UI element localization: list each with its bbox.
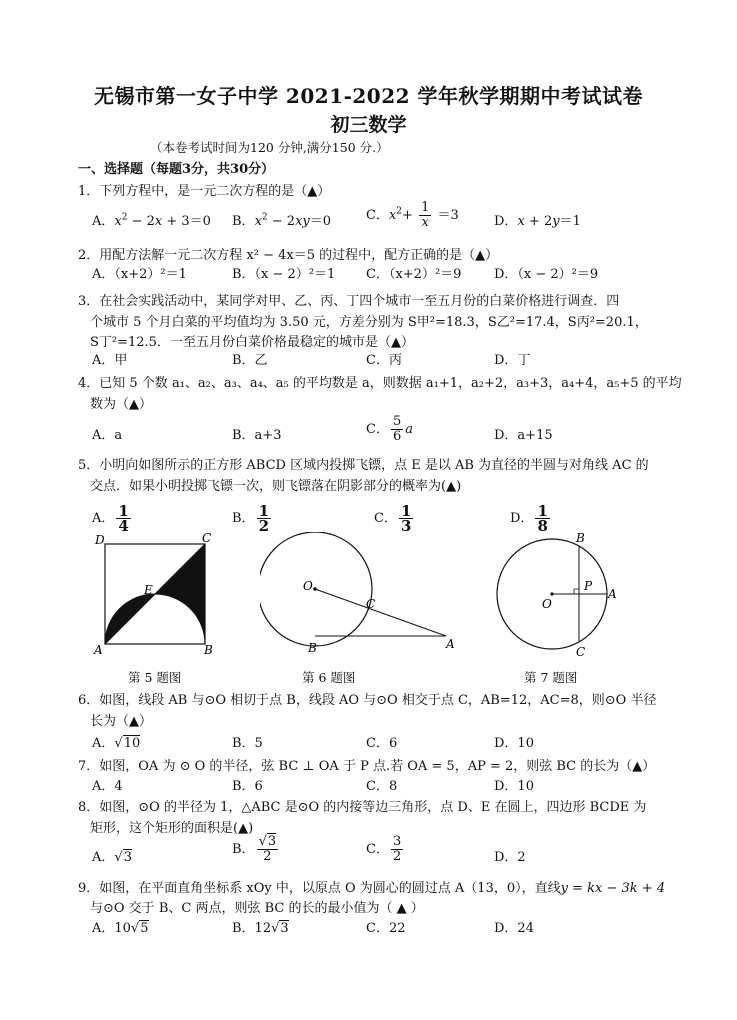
q4-line2: 数为（▲） xyxy=(90,397,152,412)
q4-option-b: B．a+3 xyxy=(232,428,282,443)
fig6-center-dot xyxy=(313,587,317,591)
q1-option-a: A．$x^2 - 2x + 3=0$ xyxy=(92,212,211,229)
q6-line1: 6．如图，线段 AB 与⊙O 相切于点 B，线段 AO 与⊙O 相交于点 C，AB=12，AC=8，则⊙O 半径 xyxy=(78,693,657,708)
fig5-label-b: B xyxy=(204,643,213,657)
q9-line2: 与⊙O 交于 B、C 两点，则弦 BC 的长的最小值为（ ▲ ） xyxy=(90,901,424,916)
figure-5 xyxy=(90,532,220,660)
figure-7-caption: 第 7 题图 xyxy=(524,670,578,685)
figure-5-caption: 第 5 题图 xyxy=(128,670,182,685)
q5-line2: 交点．如果小明投掷飞镖一次，则飞镖落在阴影部分的概率为(▲) xyxy=(90,479,462,494)
q3-option-b: B．乙 xyxy=(232,353,268,368)
fig7-label-p: P xyxy=(584,579,593,593)
fig5-label-a: A xyxy=(94,643,103,657)
q3-line2: 个城市 5 个月白菜的平均值均为 3.50 元，方差分别为 S甲²=18.3，S乙²=17.4，S丙²=20.1， xyxy=(90,315,648,330)
q9-option-a: A．10√5 xyxy=(92,921,149,936)
section-heading: 一、选择题（每题3分，共30分） xyxy=(78,162,275,177)
q1-stem: 1．下列方程中，是一元二次方程的是（▲） xyxy=(78,184,331,199)
q6-option-d: D．10 xyxy=(494,736,534,751)
fig7-right-angle xyxy=(574,589,579,594)
q8-option-d: D．2 xyxy=(494,850,526,865)
q4-line1: 4．已知 5 个数 a₁、a₂、a₃、a₄、a₅ 的平均数是 a，则数据 a₁+1，a₂+2，a₃+3，a₄+4，a₅+5 的平均 xyxy=(78,376,682,391)
figure-6 xyxy=(260,532,460,660)
q3-line1: 3．在社会实践活动中，某同学对甲、乙、丙、丁四个城市一至五月份的白菜价格进行调查．四 xyxy=(78,294,620,309)
figure-6-caption: 第 6 题图 xyxy=(302,670,356,685)
q1-option-b: B．$x^2 - 2xy=0$ xyxy=(232,212,332,229)
q5-option-a: A． $\frac{1}{4}$ xyxy=(92,502,129,535)
q6-option-b: B．5 xyxy=(232,736,263,751)
q6-line2: 长为（▲） xyxy=(90,714,152,729)
exam-note: （本卷考试时间为120 分钟,满分150 分.） xyxy=(150,140,389,155)
q9-line-equation: y = kx − 3k + 4 xyxy=(560,881,666,896)
q4-option-d: D．a+15 xyxy=(494,428,553,443)
q5-line1: 5．小明向如图所示的正方形 ABCD 区域内投掷飞镖，点 E 是以 AB 为直径的半圆与对角线 AC 的 xyxy=(78,458,649,473)
fig6-label-c: C xyxy=(366,597,376,611)
q2-option-a: A．（x+2）²＝1 xyxy=(92,267,187,282)
q3-option-c: C．丙 xyxy=(366,353,402,368)
fig6-segment-ao xyxy=(315,589,446,636)
fig6-label-o: O xyxy=(303,579,313,593)
q8-option-b: B． $\frac{√3}{2}$ xyxy=(232,834,277,864)
q7-option-c: C．8 xyxy=(366,779,398,794)
q6-option-c: C．6 xyxy=(366,736,398,751)
exam-title: 无锡市第一女子中学 2021-2022 学年秋学期期中考试试卷 xyxy=(93,84,644,108)
q7-option-b: B．6 xyxy=(232,779,263,794)
q2-option-c: C．（x+2）²＝9 xyxy=(366,267,462,282)
q5-option-d: D． $\frac{1}{8}$ xyxy=(510,502,548,535)
q8-option-c: C． $\frac{3}{2}$ xyxy=(366,834,402,864)
fig5-shade-upper xyxy=(155,544,205,644)
q4-option-c: C． $\frac{5}{6}$ a xyxy=(366,414,413,444)
fig5-label-e: E xyxy=(144,583,153,597)
q7-option-d: D．10 xyxy=(494,779,534,794)
q7-option-a: A．4 xyxy=(92,779,123,794)
q9-option-c: C．22 xyxy=(366,921,406,936)
q2-option-b: B．（x − 2）²＝1 xyxy=(232,267,336,282)
fig7-label-c: C xyxy=(576,645,586,659)
fig5-label-d: D xyxy=(95,533,105,547)
q7-line1: 7．如图，OA 为 ⊙ O 的半径，弦 BC ⊥ OA 于 P 点.若 OA = 5，AP = 2，则弦 BC 的长为（▲） xyxy=(78,759,656,774)
q8-line1: 8．如图，⊙O 的半径为 1，△ABC 是⊙O 的内接等边三角形，点 D、E 在圆上，四边形 BCDE 为 xyxy=(78,800,647,815)
exam-subtitle: 初三数学 xyxy=(330,114,407,136)
q9-option-b: B．12√3 xyxy=(232,921,289,936)
q9-line1 xyxy=(78,877,665,896)
figure-7 xyxy=(490,532,630,660)
q3-option-a: A．甲 xyxy=(92,353,128,368)
q3-line3: S丁²=12.5．一至五月份白菜价格最稳定的城市是（▲） xyxy=(90,335,414,350)
q8-line2: 矩形，这个矩形的面积是(▲) xyxy=(90,821,254,836)
fig7-label-o: O xyxy=(542,597,552,611)
q3-option-d: D．丁 xyxy=(494,353,531,368)
fig7-center-dot xyxy=(550,592,553,595)
q5-option-c: C． $\frac{1}{3}$ xyxy=(374,502,412,535)
q5-option-b: B． $\frac{1}{2}$ xyxy=(232,502,269,535)
q2-stem: 2．用配方法解一元二次方程 x² − 4x＝5 的过程中，配方正确的是（▲） xyxy=(78,248,499,263)
fig6-label-a: A xyxy=(446,637,455,651)
q2-option-d: D．（x − 2）²＝9 xyxy=(494,267,599,282)
q6-option-a: A．√10 xyxy=(92,736,141,751)
fig5-label-c: C xyxy=(202,532,212,545)
q9-line1-text: 9．如图，在平面直角坐标系 xOy 中，以原点 O 为圆心的圆过点 A（13，0），直线 xyxy=(78,881,561,896)
q8-option-a: A．√3 xyxy=(92,850,132,865)
q1-option-d: D．x + 2y＝1 xyxy=(494,214,581,229)
q4-option-a: A．a xyxy=(92,428,123,443)
q1-option-c: C．$x^2+$ $\frac{1}{x}$ ＝3 xyxy=(366,200,459,230)
fig7-label-b: B xyxy=(576,532,585,545)
fig7-label-a: A xyxy=(608,587,617,601)
q9-option-d: D．24 xyxy=(494,921,534,936)
fig6-label-b: B xyxy=(308,641,317,655)
